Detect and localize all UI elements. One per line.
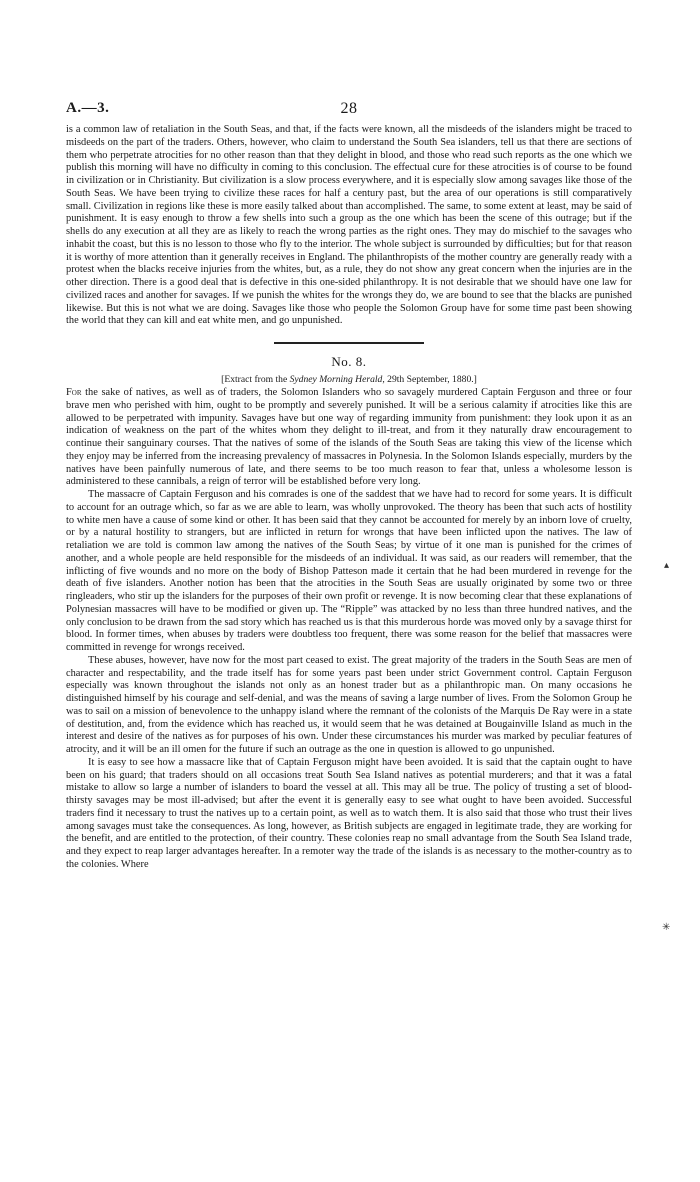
section-divider [274,342,424,344]
source-newspaper: Sydney Morning Herald [289,374,383,385]
paragraph-1-text: the sake of natives, as well as of traders, the Solomon Islanders who so savagely murdered Captain Ferguson and three or four brave men who perished with him, ought to be promptly and severely punished. It will be a serious calamity if atrocities like this are allowed to be perpetrated with impunity. Savages have but one way of regarding immunity from punishment: they look upon it as an indication of weakness on the part of the whites whom they delight to ill-treat, and from it they naturally draw encouragement to continue their sanguinary courses. That the natives of some of the islands of the South Seas are taking this view of the license which they enjoy may be inferred from the increasing prevalency of massacres in Polynesia. In the Solomon Islands especially, murders by the natives have been painfully numerous of late, and there seems to be too much reason to fear that, unless a wholesome lesson is administered to these cannibals, a reign of terror will be established before very long. [66,387,632,488]
margin-mark-icon: ✳ [662,922,671,933]
paragraph-1-lead: For [66,387,82,398]
source-citation [66,374,632,385]
source-prefix: [Extract from the [221,374,290,385]
paragraph-1 [66,387,632,489]
source-suffix: , 29th September, 1880.] [382,374,477,385]
paragraph-2: The massacre of Captain Ferguson and his comrades is one of the saddest that we have had to record for some years. It is difficult to account for an outrage which, so far as we are able to learn, was wholly unprovoked. The theory has been that such acts of hostility to white men have a cause of some kind or other. It has been said that they cannot be accounted for merely by an inborn love of cruelty, or by a natural hostility to strangers, but are inflicted in return for wrongs that have been inflicted upon the natives. The law of retaliation we are told is common law among the natives of the South Seas; by virtue of it one man is punished for the crimes of another, and a whole people are held responsible for the misdeeds of an individual. It was said, as our readers will remember, that the inflicting of five wounds and no more on the body of Bishop Patteson made it certain that he had been murdered in revenge for the death of five islanders. Another notion has been that the atrocities in the South Seas are usually originated by some two or three ringleaders, who stir up the islanders for the purposes of their own profit or revenge. It is now becoming clear that these explanations of Polynesian massacres will have to be modified or given up. The “Ripple” was attacked by no less than three hundred natives, and the only conclusion to be drawn from the sad story which has reached us is that this murderous horde was moved only by a savage thirst for blood. In former times, when abuses by traders were doubtless too frequent, there was some reason for the belief that massacres were committed in revenge for wrongs received. [66,489,632,653]
paragraph-3: These abuses, however, have now for the most part ceased to exist. The great majority of the traders in the South Seas are men of character and respectability, and the trade itself has for some years past been under strict Government control. Captain Ferguson especially was known throughout the islands not only as an honest trader but as a philanthropic man. On many occasions he distinguished himself by his courage and self-denial, and was the means of saving a large number of lives. From the Solomon Group he was to sail on a mission of benevolence to the unhappy island where the remnant of the colonists of the Marquis De Ray were in a state of destitution, and, from the evidence which has reached us, it would seem that he was detained at Bougainville Island as much in the interest and desire of the natives as for purposes of his own. Under these circumstances his murder was marked by peculiar features of atrocity, and it will be an ill omen for the future if such an outrage as the one in question is allowed to go unpunished. [66,654,632,755]
page-header [66,100,632,124]
document-page [66,100,632,872]
article-body [66,387,632,872]
margin-mark-icon: ▴ [664,560,670,571]
page-number: 28 [340,100,358,117]
parliamentary-paper-reference: A.—3. [66,100,110,116]
section-title: No. 8. [331,354,367,369]
intro-paragraph: is a common law of retaliation in the South Seas, and that, if the facts were known, all the misdeeds of the islanders might be traced to misdeeds on the part of the traders. Others, however, who claim to understand the South Sea islanders, tell us that there are sections of them who perpetrate atrocities for no other reason than that they delight in blood, and those who read such reports as the one which we publish this morning will have no difficulty in coming to this conclusion. The effectual cure for these atrocities is of course to be found in civilization or in Christianity. But civilization is a slow process everywhere, and it is especially slow among savages like those of the South Seas. We have been trying to civilize these races for half a century past, but the area of our operations is still comparatively small. Civilization in regions like these is more easily talked about than accomplished. The same, to some extent at least, may be said of punishment. It is easy enough to throw a few shells into such a group as the one which has been the scene of this outrage; but if the shells do any execution at all they are as likely to reach the wrong parties as the right ones. They may do mischief to the savages who inhabit the coast, but this is no lesson to those who fly to the interior. The whole subject is surrounded by difficulties; but for that reason it is worthy of more attention than it generally receives in England. The philanthropists of the mother country are generally ready with a protest when the blacks receive injuries from the whites, but, as a rule, they do not show any great concern when the injuries are in the other direction. There is a good deal that is defective in this one-sided philanthropy. It is not desirable that we should have one law for civilized races and another for savages. If we punish the whites for the wrongs they do, we are bound to see that the blacks are punished likewise. But this is not what we are doing. Savages like those who people the Solomon Group have for some time past been showing the world that they can kill and eat white men, and go unpunished. [66,124,632,327]
article-continuation [66,124,632,328]
paragraph-4: It is easy to see how a massacre like that of Captain Ferguson might have been avoided. It is said that the captain ought to have been on his guard; that traders should on all occasions treat South Sea Island natives as potential murderers; and that it was a fatal mistake to allow so large a number of islanders to board the vessel at all. This may all be true. The policy of trusting a set of blood-thirsty savages may be most ill-advised; but after the event it is generally easy to see what ought to have been avoided. Successful traders find it necessary to trust the natives up to a certain point, as well as to watch them. It is also said that those who trust their lives among savages must take the consequences. As long, however, as British subjects are engaged in legitimate trade, they are working for the benefit, and are entitled to the protection, of their country. These colonies reap no small advantage from the South Sea Island trade, and they expect to reap larger advantages hereafter. In a remoter way the trade of the islands is as necessary to the mother-country as to the colonies. Where [66,756,632,870]
